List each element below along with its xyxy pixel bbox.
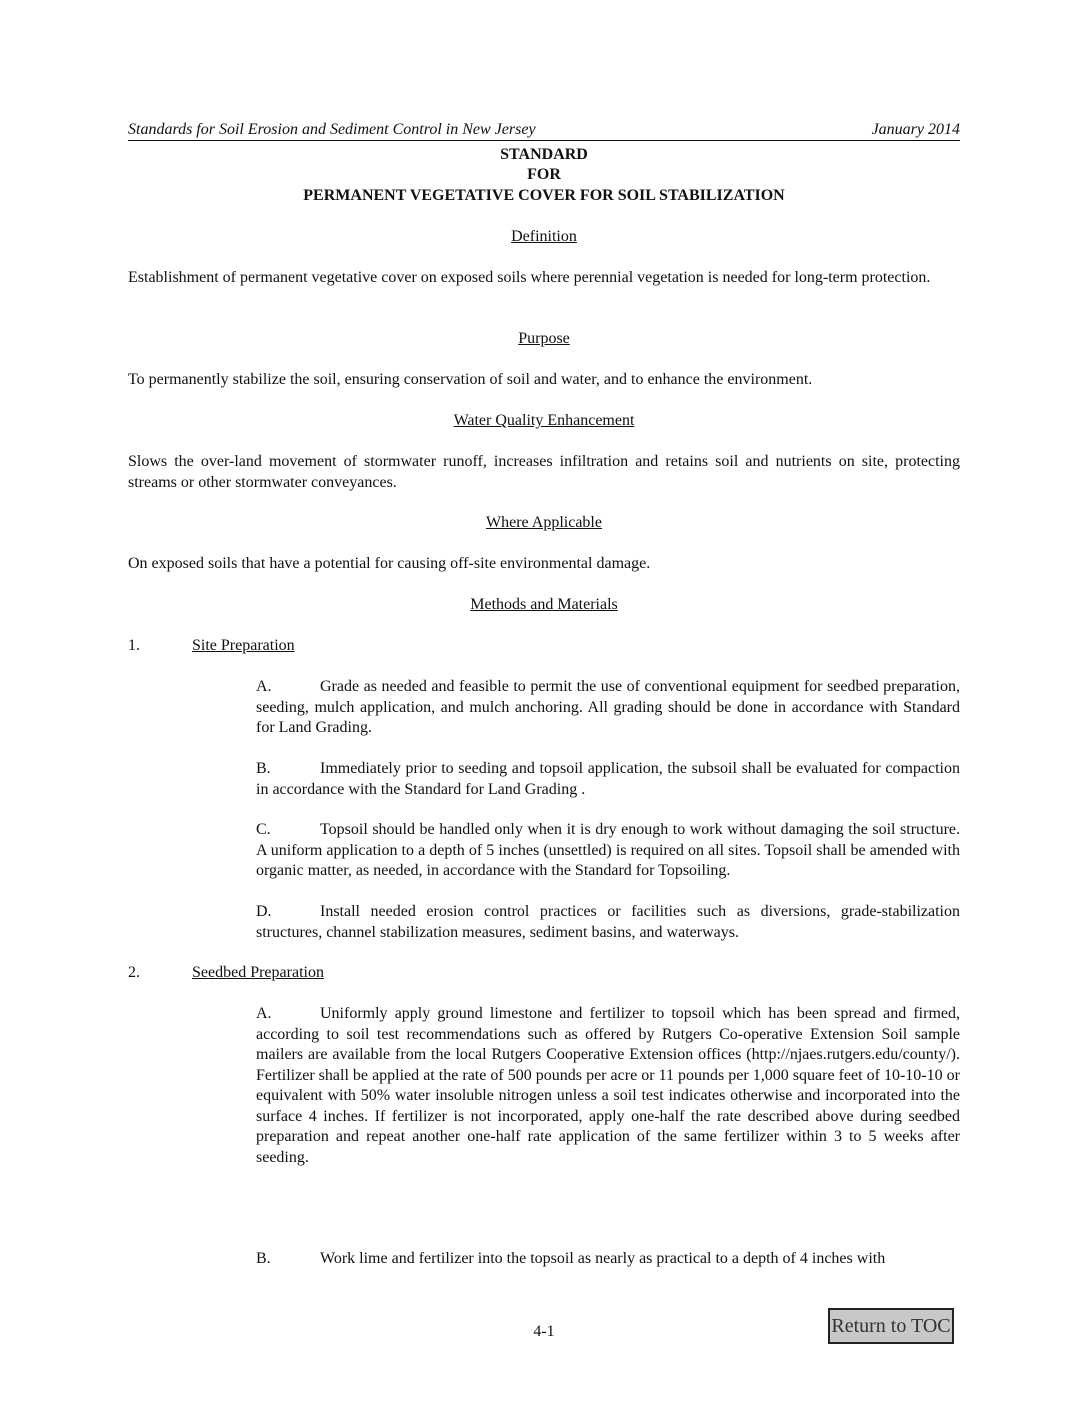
sub-item-text: Grade as needed and feasible to permit the use of conventional equipment for seedbed preparation, seeding, mulch application, and mulch anchoring. All grading should be done in accordance with Standard for Land Grading. <box>256 678 960 736</box>
heading-purpose: Purpose <box>518 330 570 347</box>
water-quality-text: Slows the over-land movement of stormwater runoff, increases infiltration and retains soil and nutrients on site, protecting streams or other stormwater conveyances. <box>128 453 960 491</box>
sub-item-1c <box>256 820 960 882</box>
sub-item-letter: C. <box>256 821 271 838</box>
sub-item-letter: A. <box>256 1005 272 1022</box>
item-seedbed-preparation <box>128 963 960 985</box>
sub-item-text: Work lime and fertilizer into the topsoil as nearly as practical to a depth of 4 inches with <box>320 1250 886 1267</box>
sub-item-text: Topsoil should be handled only when it is dry enough to work without damaging the soil structure. A uniform application to a depth of 5 inches (unsettled) is required on all sites. Topsoil shall be amended with organic matter, as needed, in accordance with the Standard for Topsoiling. <box>256 821 960 879</box>
heading-methods: Methods and Materials <box>470 596 618 613</box>
item-site-preparation <box>128 636 960 658</box>
sub-item-1b <box>256 759 960 800</box>
heading-where-applicable: Where Applicable <box>486 514 602 531</box>
sub-item-text: Immediately prior to seeding and topsoil application, the subsoil shall be evaluated for compaction in accordance with the Standard for Land Grading . <box>256 760 960 798</box>
page-number: 4-1 <box>533 1323 555 1340</box>
purpose-text: To permanently stabilize the soil, ensuring conservation of soil and water, and to enhance the environment. <box>128 371 813 388</box>
definition-text: Establishment of permanent vegetative cover on exposed soils where perennial vegetation is needed for long-term protection. <box>128 269 931 286</box>
title-line-1: STANDARD <box>500 146 588 163</box>
where-applicable-text: On exposed soils that have a potential for causing off-site environmental damage. <box>128 555 651 572</box>
sub-item-1d <box>256 902 960 943</box>
item-number: 1. <box>128 637 140 654</box>
sub-item-letter: B. <box>256 760 271 777</box>
header-title: Standards for Soil Erosion and Sediment Control in New Jersey <box>128 121 536 138</box>
sub-item-text: Uniformly apply ground limestone and fertilizer to topsoil which has been spread and firmed, according to soil test recommendations such as offered by Rutgers Co-operative Extension Soil sample mailers are available from the local Rutgers Cooperative Extension offices (http://njaes.rutgers.edu/county/). Fertilizer shall be applied at the rate of 500 pounds per acre or 11 pounds per 1,000 square feet of 10-10-10 or equivalent with 50% water insoluble nitrogen unless a soil test indicates otherwise and incorporated into the surface 4 inches. If fertilizer is not incorporated, apply one-half the rate described above during seedbed preparation and repeat another one-half rate application of the same fertilizer within 3 to 5 weeks after seeding. <box>256 1005 960 1166</box>
sub-item-letter: A. <box>256 678 272 695</box>
running-header <box>128 120 960 141</box>
heading-definition: Definition <box>511 228 577 245</box>
item-number: 2. <box>128 964 140 981</box>
sub-item-1a <box>256 677 960 739</box>
title-line-2: FOR <box>527 166 561 183</box>
sub-item-2b <box>256 1249 960 1270</box>
title-line-3: PERMANENT VEGETATIVE COVER FOR SOIL STABILIZATION <box>303 187 785 204</box>
sub-item-2a <box>256 1004 960 1168</box>
item-label: Site Preparation <box>192 637 295 654</box>
item-label: Seedbed Preparation <box>192 964 324 981</box>
heading-water-quality: Water Quality Enhancement <box>453 412 635 429</box>
return-to-toc-button[interactable]: Return to TOC <box>828 1308 954 1344</box>
sub-item-text: Install needed erosion control practices or facilities such as diversions, grade-stabilization structures, channel stabilization measures, sediment basins, and waterways. <box>256 903 960 941</box>
header-date: January 2014 <box>871 121 960 138</box>
sub-item-letter: B. <box>256 1250 271 1267</box>
sub-item-letter: D. <box>256 903 272 920</box>
